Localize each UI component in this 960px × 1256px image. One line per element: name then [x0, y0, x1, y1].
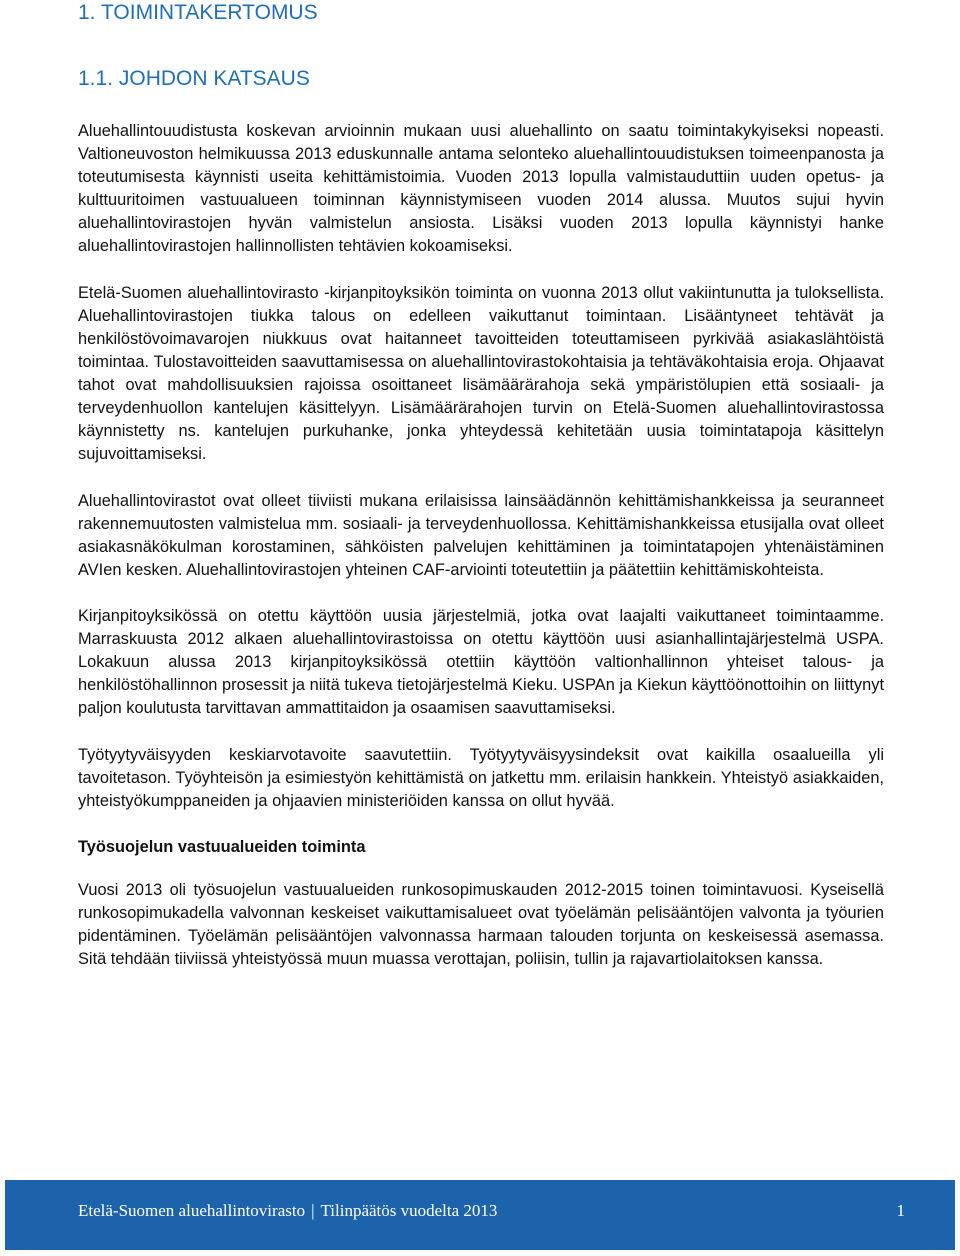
- page-number: 1: [896, 1201, 905, 1220]
- chapter-heading: 1. TOIMINTAKERTOMUS: [78, 1, 318, 24]
- subsection-heading: Työsuojelun vastuualueiden toiminta: [78, 837, 366, 856]
- footer-separator: |: [311, 1201, 315, 1220]
- paragraph-6: Vuosi 2013 oli työsuojelun vastuualueiden runkosopimuskauden 2012-2015 toinen toimintavuosi. Kyseisellä runkosopimukadella valvonnan keskeiset vaikuttamisalueet ovat työelämän pelisääntöjen valvonta ja työurien pidentäminen. Työelämän pelisääntöjen valvonnassa harmaan talouden torjunta on keskeisessä asemassa. Sitä tehdään tiiviissä yhteistyössä muun muassa verottajan, poliisin, tullin ja rajavartiolaitoksen kanssa.: [78, 881, 884, 969]
- paragraph-1: Aluehallintouudistusta koskevan arvioinnin mukaan uusi aluehallinto on saatu toimintakykyiseksi nopeasti. Valtioneuvoston helmikuussa 2013 eduskunnalle antama selonteko aluehallintouudistuksen toimeenpanosta ja toteutumisesta käynnisti useita kehittämistoimia. Vuoden 2013 lopulla valmistauduttiin uuden opetus- ja kulttuuritoimen vastuualueen toiminnan käynnistymiseen vuoden 2014 alussa. Muutos sujui hyvin aluehallintovirastojen hyvän valmistelun ansiosta. Lisäksi vuoden 2013 lopulla käynnistyi hanke aluehallintovirastojen hallinnollisten tehtävien kokoamiseksi.: [78, 122, 884, 256]
- footer-document-title: Tilinpäätös vuodelta 2013: [320, 1201, 498, 1220]
- footer-organization: Etelä-Suomen aluehallintovirasto: [78, 1201, 306, 1220]
- paragraph-4: Kirjanpitoyksikössä on otettu käyttöön uusia järjestelmiä, jotka ovat laajalti vaikuttaneet toimintaamme. Marraskuusta 2012 alkaen aluehallintovirastoissa on otettu käyttöön uusi asianhallintajärjestelmä USPA. Lokakuun alussa 2013 kirjanpitoyksikössä otettiin käyttöön valtionhallinnon yhteiset talous- ja henkilöstöhallinnon prosessit ja niitä tukeva tietojärjestelmä Kieku. USPAn ja Kiekun käyttöönottoihin on liittynyt paljon koulutusta tarvittavan ammattitaidon ja osaamisen saavuttamiseksi.: [78, 606, 884, 718]
- document-body: [78, 120, 884, 994]
- paragraph-5: Työtyytyväisyyden keskiarvotavoite saavutettiin. Työtyytyväisyysindeksit ovat kaikilla osaalueilla yli tavoitetason. Työyhteisön ja esimiestyön kehittämistä on jatkettu mm. erilaisin hankkein. Yhteistyö asiakkaiden, yhteistyökumppaneiden ja ohjaavien ministeriöiden kanssa on ollut hyvää.: [78, 745, 884, 810]
- paragraph-2: Etelä-Suomen aluehallintovirasto -kirjanpitoyksikön toiminta on vuonna 2013 ollut vakiintunutta ja tuloksellista. Aluehallintovirastojen tiukka talous on edelleen vaikuttanut toimintaan. Lisääntyneet tehtävät ja henkilöstövoimavarojen niukkuus ovat haitanneet tavoitteiden toteuttamiseen pyrkivää asiakaslähtöistä toimintaa. Tulostavoitteiden saavuttamisessa on aluehallintovirastokohtaisia ja tehtäväkohtaisia eroja. Ohjaavat tahot ovat mahdollisuuksien rajoissa osoittaneet lisämäärärahoja sekä ympäristölupien että sosiaali- ja terveydenhuollon kantelujen käsittelyyn. Lisämäärärahojen turvin on Etelä-Suomen aluehallintovirastossa käynnistetty ns. kantelujen purkuhanke, jonka yhteydessä kehitetään uusia toimintatapoja käsittelyn sujuvoittamiseksi.: [78, 283, 884, 464]
- section-heading: 1.1. JOHDON KATSAUS: [78, 67, 310, 90]
- footer-text: [78, 1200, 497, 1222]
- paragraph-3: Aluehallintovirastot ovat olleet tiiviisti mukana erilaisissa lainsäädännön kehittämishankkeissa ja seuranneet rakennemuutosten valmistelua mm. sosiaali- ja terveydenhuollossa. Kehittämishankkeissa etusijalla ovat olleet asiakasnäkökulman korostaminen, sähköisten palvelujen kehittäminen ja toimintatapojen yhtenäistäminen AVIen kesken. Aluehallintovirastojen yhteinen CAF-arviointi toteutettiin ja päätettiin kehittämiskohteista.: [78, 491, 884, 579]
- page-footer: [5, 1180, 955, 1250]
